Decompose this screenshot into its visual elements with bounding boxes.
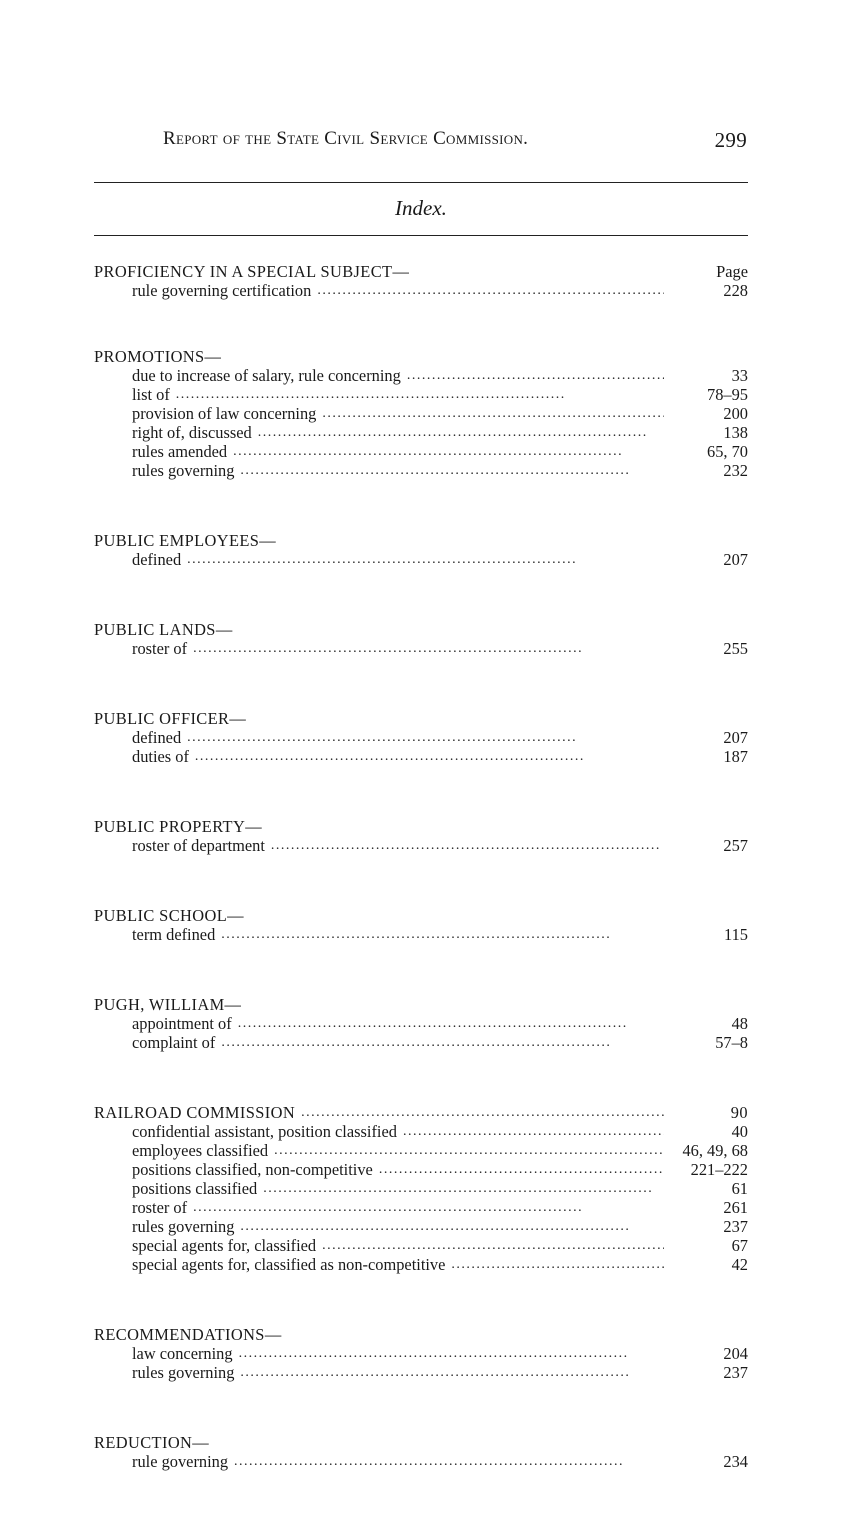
dot-leader — [187, 728, 664, 747]
page-reference: 138 — [723, 423, 748, 442]
entry-heading — [94, 620, 748, 639]
subentry-text: rules amended — [132, 442, 228, 461]
entry-heading — [94, 709, 748, 728]
dot-leader — [176, 385, 664, 404]
subentry-text: law concerning — [132, 1344, 233, 1363]
page-reference: 90 — [730, 1103, 748, 1122]
index-entry — [94, 906, 748, 944]
page-reference: 228 — [723, 281, 748, 300]
index-subentry — [94, 1198, 748, 1217]
entry-heading — [94, 262, 748, 281]
page-reference: 65, 70 — [707, 442, 748, 461]
dot-leader — [238, 1014, 664, 1033]
index-entry — [94, 620, 748, 658]
index-entry — [94, 1433, 748, 1471]
dot-leader — [193, 639, 664, 658]
page-reference: 207 — [723, 728, 748, 747]
index-subentry — [94, 639, 748, 658]
index-subentry — [94, 550, 748, 569]
page-reference: 42 — [731, 1255, 748, 1274]
page-reference: 221–222 — [690, 1160, 748, 1179]
subentry-text: defined — [132, 728, 182, 747]
page-reference: 40 — [731, 1122, 748, 1141]
subentry-text: confidential assistant, position classified — [132, 1122, 397, 1141]
bottom-rule — [94, 235, 748, 236]
entry-heading — [94, 531, 748, 550]
entry-heading — [94, 995, 748, 1014]
entry-heading — [94, 817, 748, 836]
entry-heading-text: RECOMMENDATIONS— — [94, 1325, 282, 1344]
subentry-text: special agents for, classified — [132, 1236, 317, 1255]
top-rule — [94, 182, 748, 183]
entry-heading-text: REDUCTION— — [94, 1433, 210, 1452]
index-subentry — [94, 1141, 748, 1160]
index-subentry — [94, 728, 748, 747]
index-entry — [94, 531, 748, 569]
index-subentry — [94, 404, 748, 423]
page-number: 299 — [714, 128, 747, 152]
index-subentry — [94, 1344, 748, 1363]
index-entry — [94, 709, 748, 766]
subentry-text: rules governing — [132, 1363, 235, 1382]
subentry-text: special agents for, classified as non-competitive — [132, 1255, 446, 1274]
page-reference: 78–95 — [707, 385, 748, 404]
page-reference: 237 — [723, 1217, 748, 1236]
dot-leader — [274, 1141, 664, 1160]
dot-leader — [240, 461, 664, 480]
index-subentry — [94, 385, 748, 404]
entry-heading-text: PUBLIC EMPLOYEES— — [94, 531, 277, 550]
index-subentry — [94, 1363, 748, 1382]
dot-leader — [239, 1344, 664, 1363]
subentry-text: rules governing — [132, 461, 235, 480]
subentry-text: positions classified, non-competitive — [132, 1160, 373, 1179]
dot-leader — [317, 281, 664, 300]
subentry-text: roster of department — [132, 836, 265, 855]
running-title: Report of the State Civil Service Commission. — [163, 128, 529, 149]
page-reference: 48 — [731, 1014, 748, 1033]
page-reference: 232 — [723, 461, 748, 480]
index-entry — [94, 1103, 748, 1274]
dot-leader — [193, 1198, 664, 1217]
index-subentry — [94, 366, 748, 385]
dot-leader — [221, 1033, 664, 1052]
entry-heading-text: PROMOTIONS— — [94, 347, 222, 366]
dot-leader — [301, 1103, 664, 1122]
dot-leader — [240, 1217, 664, 1236]
subentry-text: right of, discussed — [132, 423, 252, 442]
dot-leader — [234, 1452, 664, 1471]
index-title: Index. — [395, 196, 447, 220]
index-subentry — [94, 461, 748, 480]
index-entry — [94, 1325, 748, 1382]
index-subentry — [94, 1236, 748, 1255]
index-subentry — [94, 1217, 748, 1236]
dot-leader — [322, 1236, 664, 1255]
dot-leader — [195, 747, 664, 766]
index-entry — [94, 995, 748, 1052]
entry-heading-text: PROFICIENCY IN A SPECIAL SUBJECT— — [94, 262, 410, 281]
dot-leader — [322, 404, 664, 423]
subentry-text: provision of law concerning — [132, 404, 317, 423]
subentry-text: term defined — [132, 925, 216, 944]
entry-heading — [94, 906, 748, 925]
page-reference: 115 — [724, 925, 748, 944]
subentry-text: appointment of — [132, 1014, 232, 1033]
page-reference: 57–8 — [715, 1033, 748, 1052]
entry-heading — [94, 1433, 748, 1452]
subentry-text: rule governing — [132, 1452, 229, 1471]
subentry-text: list of — [132, 385, 170, 404]
dot-leader — [258, 423, 664, 442]
dot-leader — [187, 550, 664, 569]
index-subentry — [94, 281, 748, 300]
page-reference: 46, 49, 68 — [682, 1141, 748, 1160]
subentry-text: complaint of — [132, 1033, 216, 1052]
page-reference: 237 — [723, 1363, 748, 1382]
page-reference: 61 — [731, 1179, 748, 1198]
index-subentry — [94, 1122, 748, 1141]
dot-leader — [451, 1255, 664, 1274]
entry-heading-text: PUBLIC SCHOOL— — [94, 906, 244, 925]
subentry-text: duties of — [132, 747, 189, 766]
dot-leader — [263, 1179, 664, 1198]
page-header — [163, 128, 747, 156]
entry-heading — [94, 1103, 748, 1122]
page-reference: 67 — [731, 1236, 748, 1255]
entry-heading — [94, 1325, 748, 1344]
dot-leader — [379, 1160, 664, 1179]
page-reference: 207 — [723, 550, 748, 569]
index-subentry — [94, 1452, 748, 1471]
subentry-text: due to increase of salary, rule concerning — [132, 366, 401, 385]
index-subentry — [94, 442, 748, 461]
dot-leader — [240, 1363, 664, 1382]
index-subentry — [94, 1033, 748, 1052]
subentry-text: defined — [132, 550, 182, 569]
index-subentry — [94, 747, 748, 766]
index-subentry — [94, 1014, 748, 1033]
entry-heading-text: PUBLIC PROPERTY— — [94, 817, 262, 836]
index-entry — [94, 817, 748, 855]
page-reference: 261 — [723, 1198, 748, 1217]
entry-heading-text: PUBLIC LANDS— — [94, 620, 233, 639]
index-subentry — [94, 836, 748, 855]
subentry-text: rules governing — [132, 1217, 235, 1236]
page-reference: 257 — [723, 836, 748, 855]
page-reference: 33 — [731, 366, 748, 385]
index-subentry — [94, 423, 748, 442]
entry-heading-text: PUBLIC OFFICER— — [94, 709, 247, 728]
page-reference: 204 — [723, 1344, 748, 1363]
index-entries — [94, 262, 748, 1522]
entry-heading — [94, 347, 748, 366]
index-entry — [94, 347, 748, 480]
dot-leader — [221, 925, 664, 944]
index-entry — [94, 262, 748, 300]
page-reference: 200 — [723, 404, 748, 423]
entry-heading-text: PUGH, WILLIAM— — [94, 995, 242, 1014]
page-column-label: Page — [716, 262, 748, 281]
subentry-text: positions classified — [132, 1179, 258, 1198]
subentry-text: roster of — [132, 639, 188, 658]
page-reference: 234 — [723, 1452, 748, 1471]
dot-leader — [233, 442, 664, 461]
dot-leader — [403, 1122, 664, 1141]
dot-leader — [271, 836, 664, 855]
entry-heading-text: RAILROAD COMMISSION — [94, 1103, 296, 1122]
index-subentry — [94, 925, 748, 944]
index-subentry — [94, 1179, 748, 1198]
index-subentry — [94, 1160, 748, 1179]
page-reference: 255 — [723, 639, 748, 658]
subentry-text: rule governing certification — [132, 281, 312, 300]
subentry-text: roster of — [132, 1198, 188, 1217]
index-subentry — [94, 1255, 748, 1274]
dot-leader — [407, 366, 664, 385]
subentry-text: employees classified — [132, 1141, 269, 1160]
page-reference: 187 — [723, 747, 748, 766]
